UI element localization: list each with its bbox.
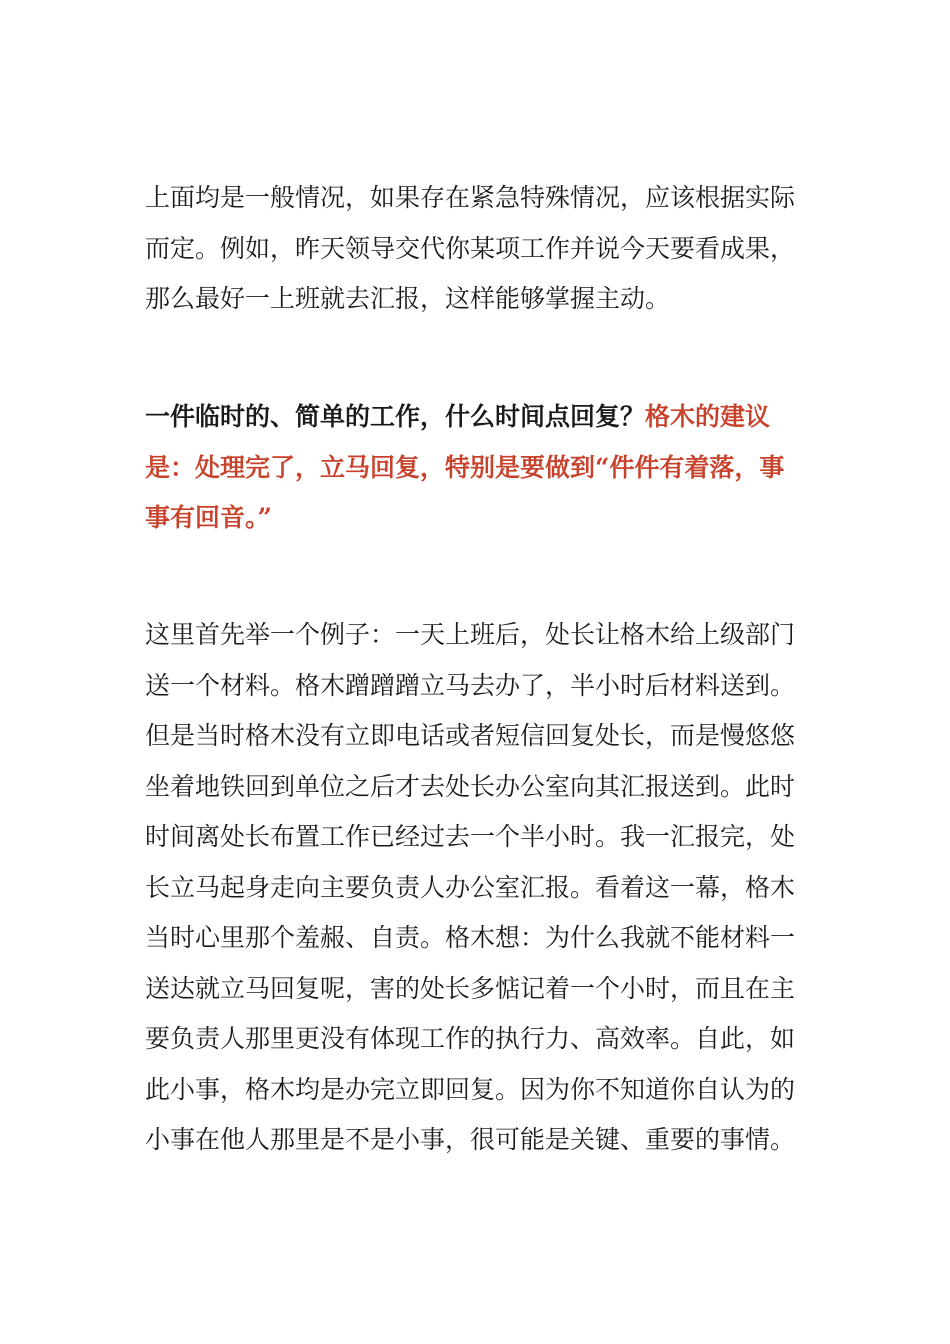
reply-timing-question: 一件临时的、简单的工作，什么时间点回复？ (145, 402, 646, 431)
paragraph-emergency-note: 上面均是一般情况，如果存在紧急特殊情况，应该根据实际而定。例如，昨天领导交代你某项工作并说今天要看成果，那么最好一上班就去汇报，这样能够掌握主动。 (145, 183, 796, 313)
reply-timing-answer: 格木的建议是：处理完了，立马回复，特别是要做到“件件有着落，事事有回音。” (145, 402, 785, 532)
paragraph-reply-timing (145, 392, 800, 544)
paragraph-example-story: 这里首先举一个例子：一天上班后，处长让格木给上级部门送一个材料。格木蹭蹭蹭立马去办了，半小时后材料送到。但是当时格木没有立即电话或者短信回复处长，而是慢悠悠坐着地铁回到单位之后才去处长办公室向其汇报送到。此时时间离处长布置工作已经过去一个半小时。我一汇报完，处长立马起身走向主要负责人办公室汇报。看着这一幕，格木当时心里那个羞赧、自责。格木想：为什么我就不能材料一送达就立马回复呢，害的处长多惦记着一个小时，而且在主要负责人那里更没有体现工作的执行力、高效率。自此，如此小事，格木均是办完立即回复。因为你不知道你自认为的小事在他人那里是不是小事，很可能是关键、重要的事情。 (145, 620, 796, 1154)
